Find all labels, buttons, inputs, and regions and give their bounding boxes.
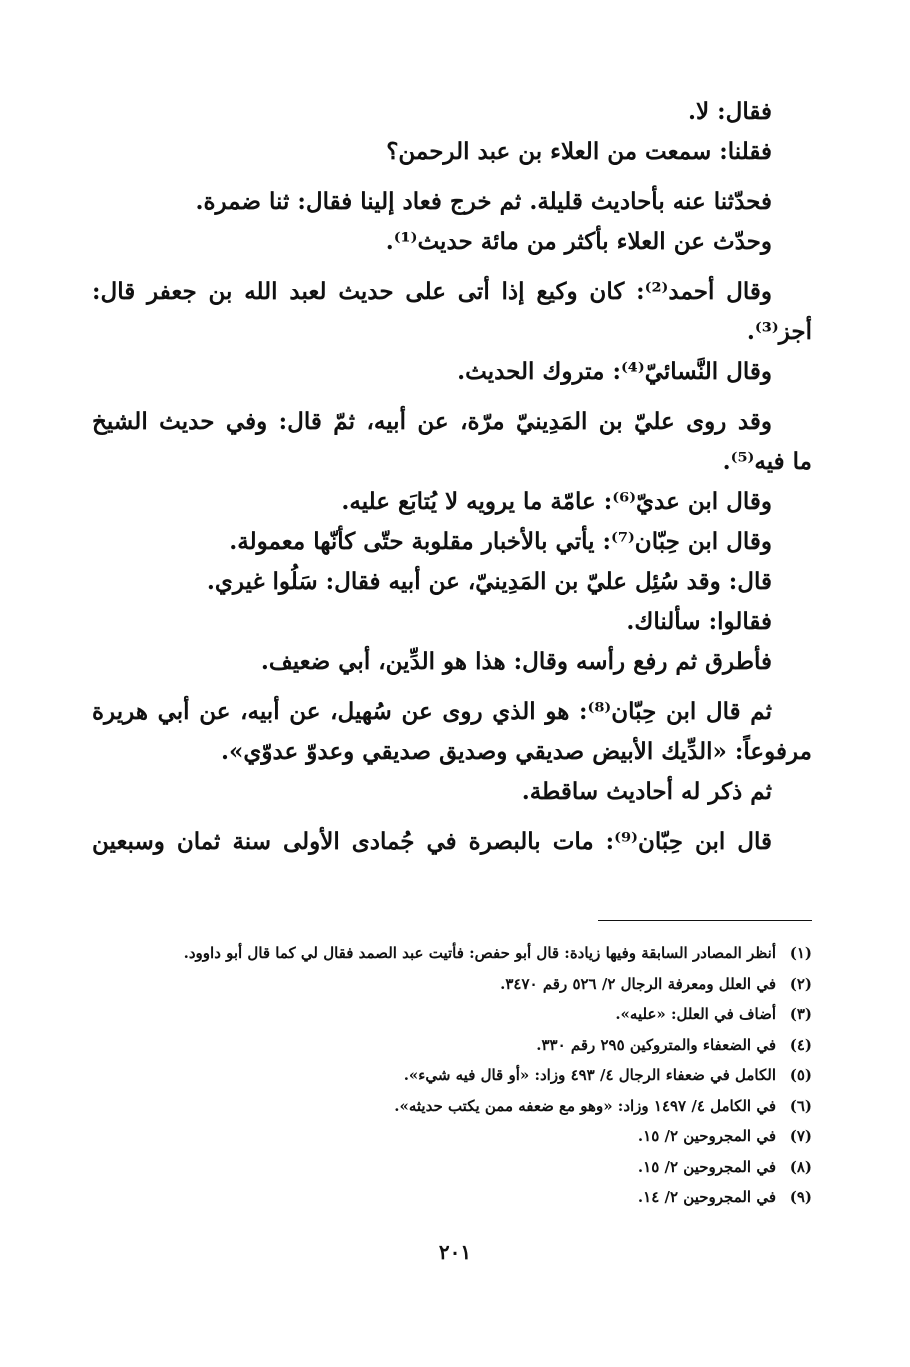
footnote-number: (١) [789,944,812,962]
footnote-text: في المجروحين ٢/ ١٥. [637,1127,776,1145]
text-line: فحدّثنا عنه بأحاديث قليلة. ثم خرج فعاد إلينا فقال: ثنا ضمرة. [195,188,772,215]
footnote-text: في العلل ومعرفة الرجال ٢/ ٥٢٦ رقم ٣٤٧٠. [500,974,776,993]
footnotes [150,938,812,1213]
footnote [150,1091,812,1122]
footnote-text: في الكامل ٤/ ١٤٩٧ وزاد: «وهو مع ضعفه ممن يكتب حديثه». [394,1096,776,1115]
footnote-text: أنظر المصادر السابقة وفيها زيادة: قال أبو حفص: فأتيت عبد الصمد فقال لي كما قال أبو داوود. [183,944,776,962]
footnote-text: في المجروحين ٢/ ١٤. [637,1188,776,1206]
footnote-number: (٩) [789,1188,812,1206]
footnote [150,1030,812,1061]
footnote-number: (٨) [789,1157,812,1176]
text-line: أجز⁽³⁾. [746,318,812,345]
text-line: ثم ذكر له أحاديث ساقطة. [521,778,772,805]
text-line: فقالوا: سألناك. [626,608,772,635]
main-text [92,92,812,862]
text-line: ثم قال ابن حِبّان⁽⁸⁾: هو الذي روى عن سُهيل، عن أبيه، عن أبي هريرة [92,698,773,725]
footnote-number: (٤) [789,1035,812,1054]
footnote-text: الكامل في ضعفاء الرجال ٤/ ٤٩٣ وزاد: «أو قال فيه شيء». [403,1066,776,1084]
footnote-number: (٢) [789,974,812,993]
footnote-divider [598,920,812,921]
footnote [150,938,812,969]
text-line: فقال: لا. [688,98,772,125]
text-line: وحدّث عن العلاء بأكثر من مائة حديث⁽¹⁾. [385,228,772,255]
footnote [150,1182,812,1213]
text-line: وقال أحمد⁽²⁾: كان وكيع إذا أتى على حديث لعبد الله بن جعفر قال: [92,278,773,305]
footnote-number: (٣) [789,1005,812,1023]
text-line: مرفوعاً: «الدِّيك الأبيض صديقي وصديق صديقي وعدوّ عدوّي». [220,738,812,765]
footnote [150,969,812,1000]
footnote-text: في المجروحين ٢/ ١٥. [637,1157,776,1176]
text-line: قال: وقد سُئِل عليّ بن المَدِينيّ، عن أبيه فقال: سَلُوا غيري. [206,568,772,595]
footnote-text: أضاف في العلل: «عليه». [615,1005,776,1023]
footnote-text: في الضعفاء والمتروكين ٢٩٥ رقم ٣٣٠. [536,1035,776,1054]
footnote-number: (٦) [789,1096,812,1115]
text-line: فأطرق ثم رفع رأسه وقال: هذا هو الدِّين، أبي ضعيف. [260,648,772,675]
text-line: وقال ابن حِبّان⁽⁷⁾: يأتي بالأخبار مقلوبة حتّى كأنّها معمولة. [229,528,772,555]
text-line: فقلنا: سمعت من العلاء بن عبد الرحمن؟ [386,138,772,165]
page-number: ٢٠١ [438,1240,472,1264]
footnote [150,1060,812,1091]
text-line: وقال ابن عديّ⁽⁶⁾: عامّة ما يرويه لا يُتابَع عليه. [341,488,772,515]
text-line: وقال النَّسائيّ⁽⁴⁾: متروك الحديث. [457,358,772,385]
text-line: وقد روى عليّ بن المَدِينيّ مرّة، عن أبيه، ثمّ قال: وفي حديث الشيخ [92,408,772,435]
footnote [150,999,812,1030]
footnote [150,1121,812,1152]
footnote-number: (٧) [789,1127,812,1145]
footnote [150,1152,812,1183]
text-line: قال ابن حِبّان⁽⁹⁾: مات بالبصرة في جُمادى الأولى سنة ثمان وسبعين [92,828,772,855]
footnote-number: (٥) [789,1066,812,1084]
text-line: ما فيه⁽⁵⁾. [722,448,812,475]
